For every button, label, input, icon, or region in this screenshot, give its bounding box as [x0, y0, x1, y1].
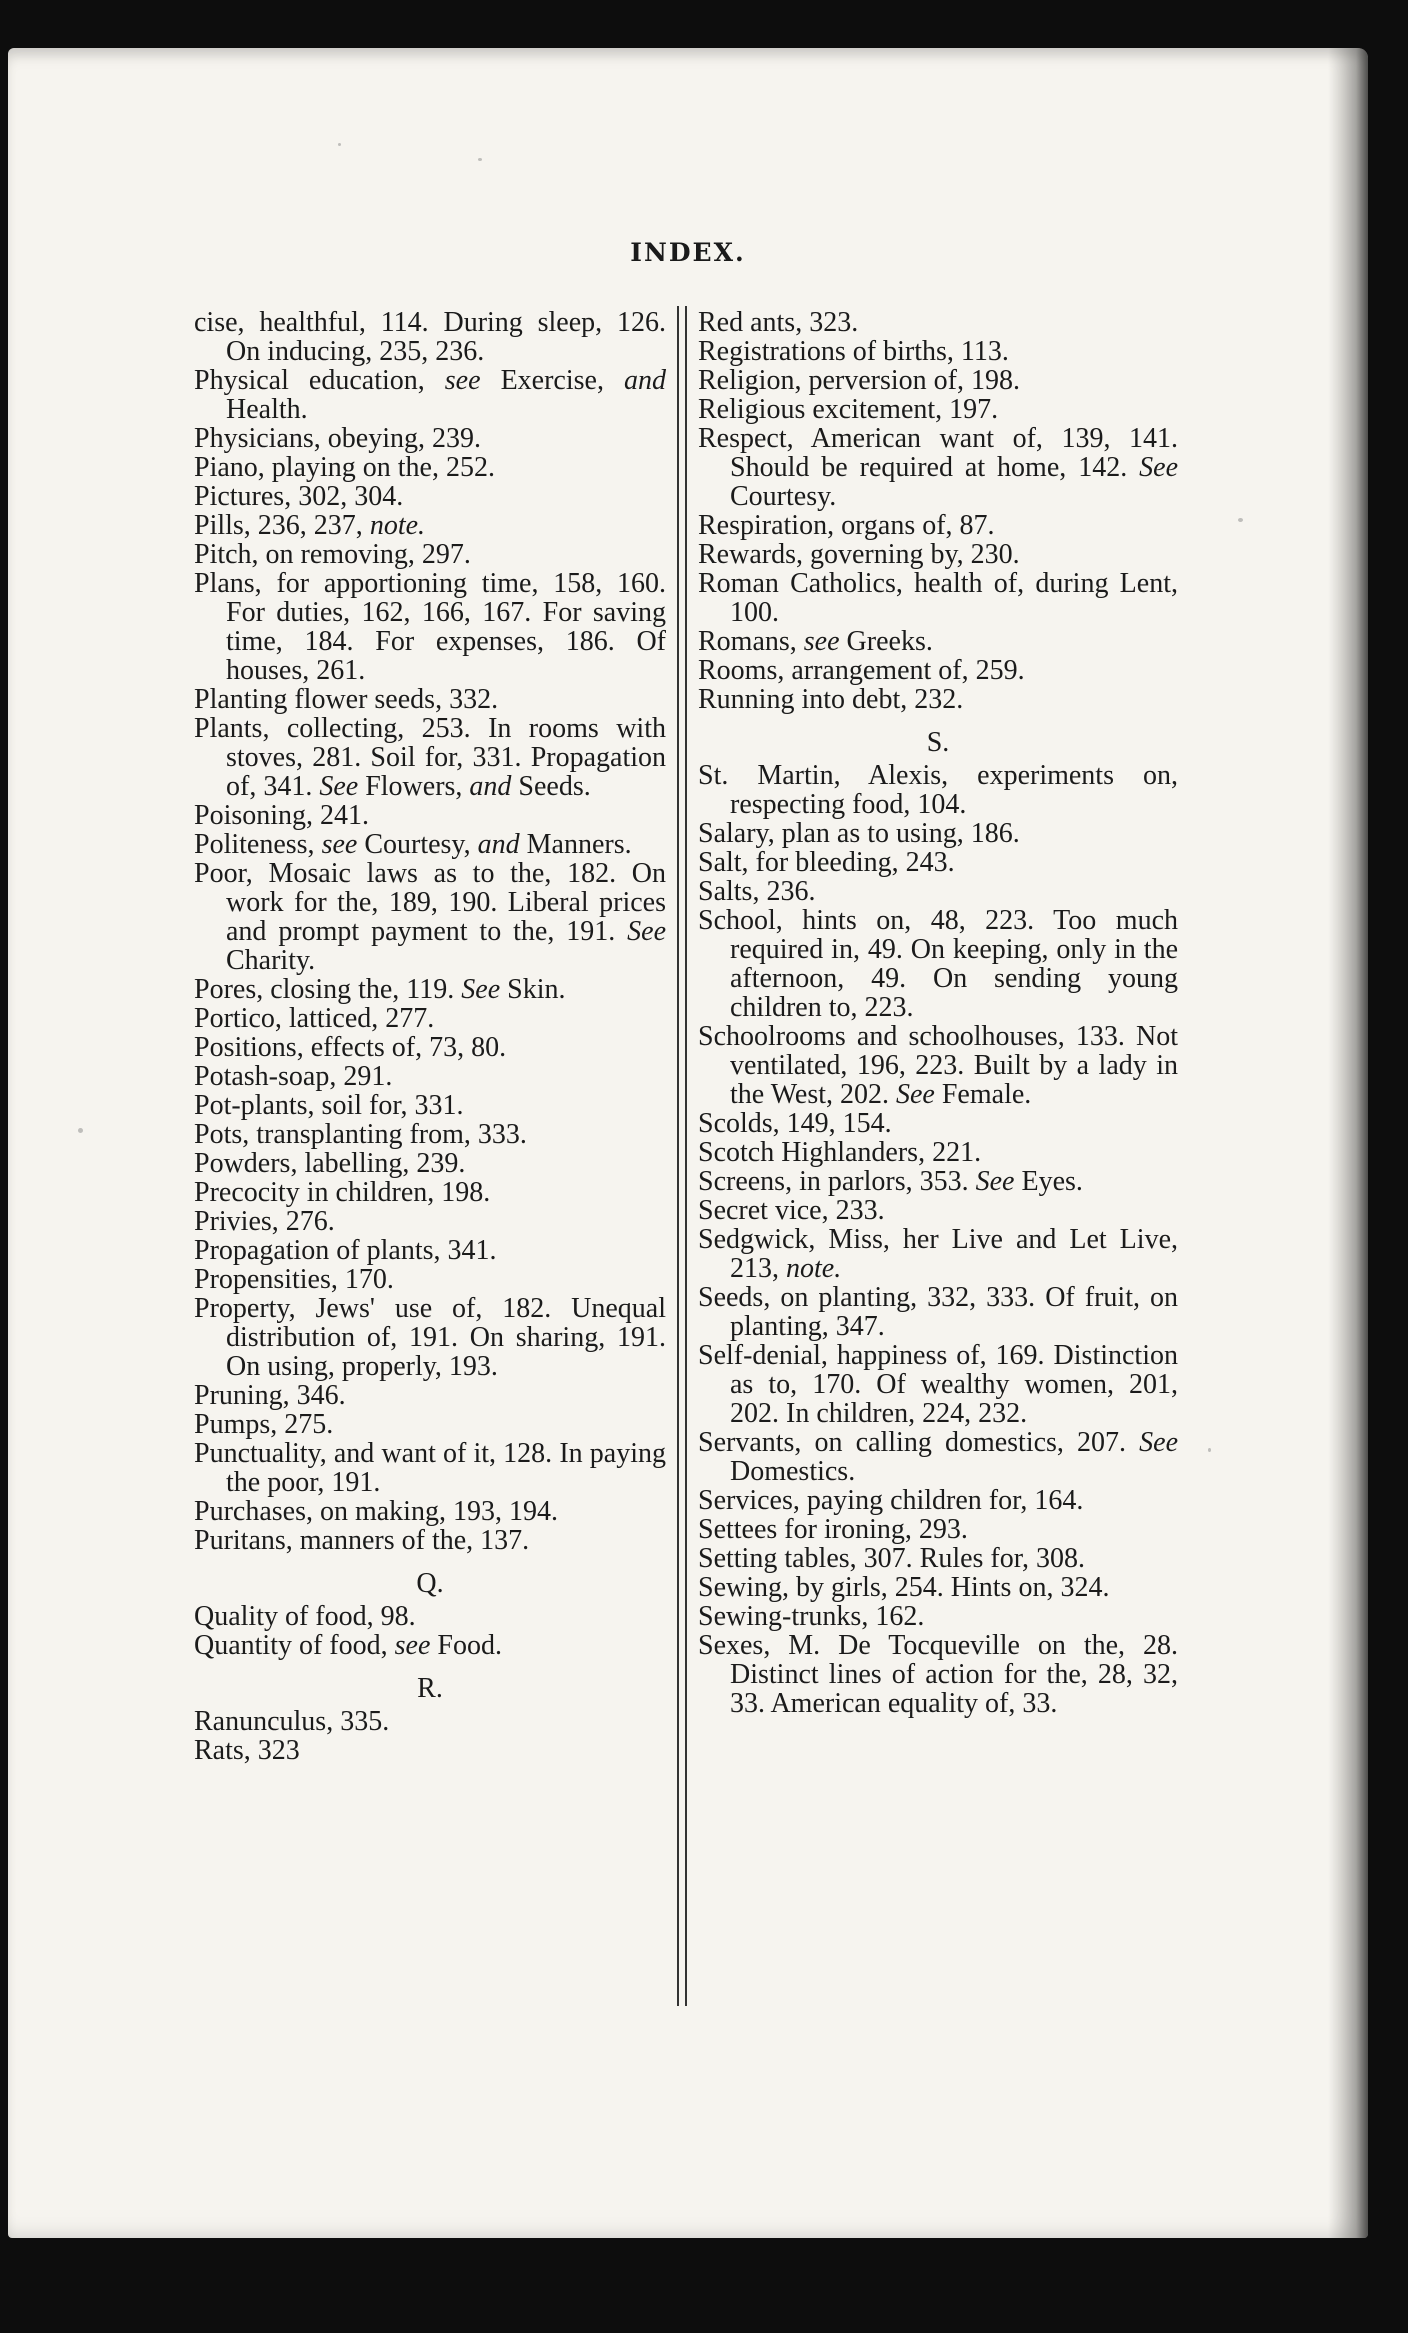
index-entry: Poisoning, 241. [194, 800, 370, 831]
index-header: INDEX. [630, 238, 746, 267]
index-entry: Privies, 276. [194, 1206, 335, 1237]
index-section-letter: Q. [416, 1568, 444, 1599]
book-page [8, 48, 1368, 2238]
index-entry: Ranunculus, 335. [194, 1706, 390, 1737]
index-entry: Salts, 236. [698, 876, 816, 907]
index-entry: Settees for ironing, 293. [698, 1514, 968, 1545]
index-entry: Plans, for apportioning time, 158, 160. For duties, 162, 166, 167. For saving time, 184. For expenses, 186. Of houses, 261. [194, 568, 666, 686]
index-entry: Sewing-trunks, 162. [698, 1601, 925, 1632]
index-entry: Propensities, 170. [194, 1264, 394, 1295]
index-entry: Plants, collecting, 253. In rooms with stoves, 281. Soil for, 331. Propagation of, 341. See Flowers, and Seeds. [194, 713, 666, 802]
index-entry: Setting tables, 307. Rules for, 308. [698, 1543, 1085, 1574]
index-entry: Rats, 323 [194, 1735, 300, 1766]
index-section-letter: R. [417, 1673, 443, 1704]
index-entry: Roman Catholics, health of, during Lent, 100. [698, 568, 1178, 628]
index-entry: Servants, on calling domestics, 207. See Domestics. [698, 1427, 1178, 1487]
index-entry: Registrations of births, 113. [698, 336, 1009, 367]
index-entry: Scotch Highlanders, 221. [698, 1137, 982, 1168]
index-entry: Pruning, 346. [194, 1380, 346, 1411]
column-divider [677, 306, 687, 2006]
index-entry: Salary, plan as to using, 186. [698, 818, 1020, 849]
index-entry: Physicians, obeying, 239. [194, 423, 481, 454]
index-entry: Sexes, M. De Tocqueville on the, 28. Distinct lines of action for the, 28, 32, 33. American equality of, 33. [698, 1630, 1178, 1719]
index-entry: Religion, perversion of, 198. [698, 365, 1020, 396]
index-entry: Portico, latticed, 277. [194, 1003, 435, 1034]
index-entry: Pot-plants, soil for, 331. [194, 1090, 464, 1121]
index-entry: Quality of food, 98. [194, 1601, 416, 1632]
index-entry: St. Martin, Alexis, experiments on, respecting food, 104. [698, 760, 1178, 820]
index-entry: Politeness, see Courtesy, and Manners. [194, 829, 632, 860]
index-entry: Precocity in children, 198. [194, 1177, 491, 1208]
index-entry: Scolds, 149, 154. [698, 1108, 892, 1139]
index-entry: Secret vice, 233. [698, 1195, 885, 1226]
index-entry: Rewards, governing by, 230. [698, 539, 1020, 570]
paper-speck [338, 143, 341, 146]
index-entry: Respiration, organs of, 87. [698, 510, 995, 541]
index-entry: Punctuality, and want of it, 128. In paying the poor, 191. [194, 1438, 666, 1498]
index-entry: Potash-soap, 291. [194, 1061, 393, 1092]
index-entry: cise, healthful, 114. During sleep, 126. On inducing, 235, 236. [194, 307, 666, 367]
paper-speck [1238, 518, 1243, 522]
paper-speck [1208, 1448, 1211, 1452]
index-entry: Salt, for bleeding, 243. [698, 847, 955, 878]
index-entry: Physical education, see Exercise, and Health. [194, 365, 666, 425]
index-entry: Pitch, on removing, 297. [194, 539, 471, 570]
left-index-column [194, 308, 666, 1765]
index-entry: Poor, Mosaic laws as to the, 182. On work for the, 189, 190. Liberal prices and prompt payment to the, 191. See Charity. [194, 858, 666, 976]
paper-speck [78, 1128, 83, 1133]
index-entry: Powders, labelling, 239. [194, 1148, 466, 1179]
index-entry: Romans, see Greeks. [698, 626, 933, 657]
index-entry: Rooms, arrangement of, 259. [698, 655, 1025, 686]
index-entry: Propagation of plants, 341. [194, 1235, 497, 1266]
index-entry: Property, Jews' use of, 182. Unequal distribution of, 191. On sharing, 191. On using, properly, 193. [194, 1293, 666, 1382]
index-section-letter: S. [926, 727, 950, 758]
index-entry: Sewing, by girls, 254. Hints on, 324. [698, 1572, 1110, 1603]
index-entry: Services, paying children for, 164. [698, 1485, 1084, 1516]
index-entry: Pills, 236, 237, note. [194, 510, 426, 541]
index-entry: Quantity of food, see Food. [194, 1630, 502, 1661]
index-entry: School, hints on, 48, 223. Too much required in, 49. On keeping, only in the afternoon, 49. On sending young children to, 223. [698, 905, 1178, 1023]
right-index-column [698, 308, 1178, 1718]
index-entry: Pores, closing the, 119. See Skin. [194, 974, 566, 1005]
index-entry: Religious excitement, 197. [698, 394, 999, 425]
index-entry: Pumps, 275. [194, 1409, 334, 1440]
index-entry: Respect, American want of, 139, 141. Should be required at home, 142. See Courtesy. [698, 423, 1178, 512]
index-entry: Self-denial, happiness of, 169. Distinction as to, 170. Of wealthy women, 201, 202. In children, 224, 232. [698, 1340, 1178, 1429]
index-entry: Pots, transplanting from, 333. [194, 1119, 527, 1150]
index-entry: Positions, effects of, 73, 80. [194, 1032, 507, 1063]
index-entry: Red ants, 323. [698, 307, 859, 338]
page-edge-shadow [1328, 48, 1368, 2238]
index-entry: Purchases, on making, 193, 194. [194, 1496, 558, 1527]
index-entry: Seeds, on planting, 332, 333. Of fruit, on planting, 347. [698, 1282, 1178, 1342]
paper-speck [478, 158, 482, 161]
index-entry: Pictures, 302, 304. [194, 481, 404, 512]
index-entry: Schoolrooms and schoolhouses, 133. Not ventilated, 196, 223. Built by a lady in the West, 202. See Female. [698, 1021, 1178, 1110]
index-entry: Puritans, manners of the, 137. [194, 1525, 530, 1556]
index-entry: Sedgwick, Miss, her Live and Let Live, 213, note. [698, 1224, 1178, 1284]
index-entry: Planting flower seeds, 332. [194, 684, 499, 715]
index-entry: Screens, in parlors, 353. See Eyes. [698, 1166, 1083, 1197]
index-entry: Piano, playing on the, 252. [194, 452, 495, 483]
index-entry: Running into debt, 232. [698, 684, 964, 715]
